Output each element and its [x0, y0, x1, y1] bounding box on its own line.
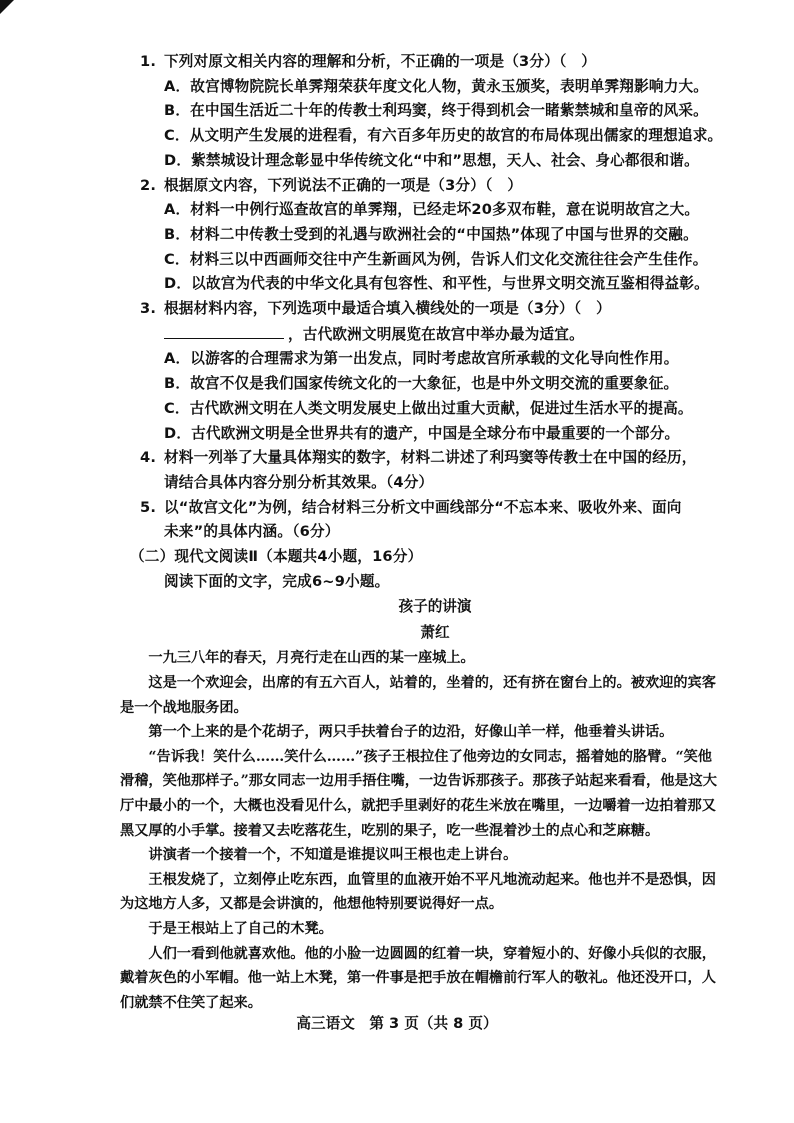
story-body	[120, 646, 720, 1015]
story-paragraph: 一九三八年的春天，月亮行走在山西的某一座城上。	[120, 650, 475, 667]
question-3	[140, 297, 730, 446]
option-d[interactable]: D．以故宫为代表的中华文化具有包容性、和平性，与世界文明交流互鉴相得益彰。	[164, 275, 709, 293]
story-paragraph: 讲演者一个接着一个，不知道是谁提议叫王根也走上讲台。	[120, 847, 518, 864]
fill-blank-sentence: ，古代欧洲文明展览在故宫中举办最为适宜。	[140, 322, 730, 348]
option-d[interactable]: D．紫禁城设计理念彰显中华传统文化“中和”思想，天人、社会、身心都很和谐。	[164, 151, 699, 169]
question-stem: 3. 根据材料内容，下列选项中最适合填入横线处的一项是（3分）（ ）	[140, 300, 611, 318]
question-5	[140, 496, 730, 545]
page-footer: 高三语文 第 3 页（共 8 页）	[296, 1015, 498, 1032]
option-b[interactable]: B．材料二中传教士受到的礼遇与欧洲社会的“中国热”体现了中国与世界的交融。	[164, 225, 698, 243]
story-paragraph: 于是王根站上了自己的木凳。	[120, 921, 333, 937]
option-a[interactable]: A．以游客的合理需求为第一出发点，同时考虑故宫所承载的文化导向性作用。	[164, 350, 679, 368]
story-paragraph: 第一个上来的是个花胡子，两只手扶着台子的边沿，好像山羊一样，他垂着头讲话。	[120, 724, 674, 741]
story-author: 萧红	[420, 624, 450, 642]
section-instruction: 阅读下面的文字，完成6~9小题。	[164, 572, 390, 590]
option-a[interactable]: A．材料一中例行巡查故宫的单霁翔，已经走坏20多双布鞋，意在说明故宫之大。	[164, 201, 700, 219]
option-b[interactable]: B．在中国生活近二十年的传教士利玛窦，终于得到机会一睹紫禁城和皇帝的风采。	[164, 102, 708, 120]
section-heading: （二）现代文阅读Ⅱ（本题共4小题，16分）	[130, 548, 423, 566]
question-stem: 4. 材料一列举了大量具体翔实的数字，材料二讲述了利玛窦等传教士在中国的经历，	[140, 449, 697, 467]
question-1	[140, 50, 730, 174]
story-paragraph: “告诉我！笑什么……笑什么……”孩子王根拉住了他旁边的女同志，摇着她的胳臂。“笑他滑稽，笑他那样子。”那女同志一边用手捂住嘴，一边告诉那孩子。那孩子站起来看看，他是这大厅中最小的一个，大概也没看见什么，就把手里剥好的花生米放在嘴里，一边嚼着一边拍着那又黑又厚的小手掌。接着又去吃落花生，吃别的果子，吃一些混着沙土的点心和芝麻糖。	[120, 748, 717, 839]
option-c[interactable]: C．材料三以中西画师交往中产生新画风为例，告诉人们文化交流往往会产生佳作。	[164, 250, 708, 268]
question-4	[140, 446, 730, 495]
option-c[interactable]: C．古代欧洲文明在人类文明发展史上做出过重大贡献，促进过生活水平的提高。	[164, 399, 693, 417]
scan-corner-mark	[0, 0, 14, 14]
question-stem: 5. 以“故宫文化”为例，结合材料三分析文中画线部分“不忘本来、吸收外来、面向	[140, 498, 682, 516]
story-paragraph: 王根发烧了，立刻停止吃东西，血管里的血液开始不平凡地流动起来。他也并不是恐惧，因为这地方人多，又都是会讲演的，他想他特别要说得好一点。	[120, 871, 716, 913]
question-2	[140, 174, 730, 298]
exam-page	[120, 50, 730, 1015]
story-title: 孩子的讲演	[398, 598, 472, 616]
answer-blank[interactable]	[164, 322, 284, 339]
option-c[interactable]: C．从文明产生发展的进程看，有六百多年历史的故宫的布局体现出儒家的理想追求。	[164, 127, 723, 145]
option-d[interactable]: D．古代欧洲文明是全世界共有的遗产，中国是全球分布中最重要的一个部分。	[164, 424, 680, 442]
question-stem: 2. 根据原文内容，下列说法不正确的一项是（3分）（ ）	[140, 176, 523, 194]
question-stem-continued: 未来”的具体内涵。（6分）	[164, 523, 340, 541]
question-stem-continued: 请结合具体内容分别分析其效果。（4分）	[164, 473, 434, 491]
story-paragraph: 这是一个欢迎会，出席的有五六百人，站着的，坐着的，还有挤在窗台上的。被欢迎的宾客是一个战地服务团。	[120, 675, 716, 716]
story-paragraph: 人们一看到他就喜欢他。他的小脸一边圆圆的红着一块，穿着短小的、好像小兵似的衣服，戴着灰色的小军帽。他一站上木凳，第一件事是把手放在帽檐前行军人的敬礼。他还没开口，人们就禁不住笑了起来。	[120, 945, 716, 1011]
question-stem: 1. 下列对原文相关内容的理解和分析，不正确的一项是（3分）（ ）	[140, 53, 597, 70]
option-b[interactable]: B．故宫不仅是我们国家传统文化的一大象征，也是中外文明交流的重要象征。	[164, 375, 679, 393]
option-a[interactable]: A．故宫博物院院长单霁翔荣获年度文化人物，黄永玉颁奖，表明单霁翔影响力大。	[164, 77, 709, 95]
